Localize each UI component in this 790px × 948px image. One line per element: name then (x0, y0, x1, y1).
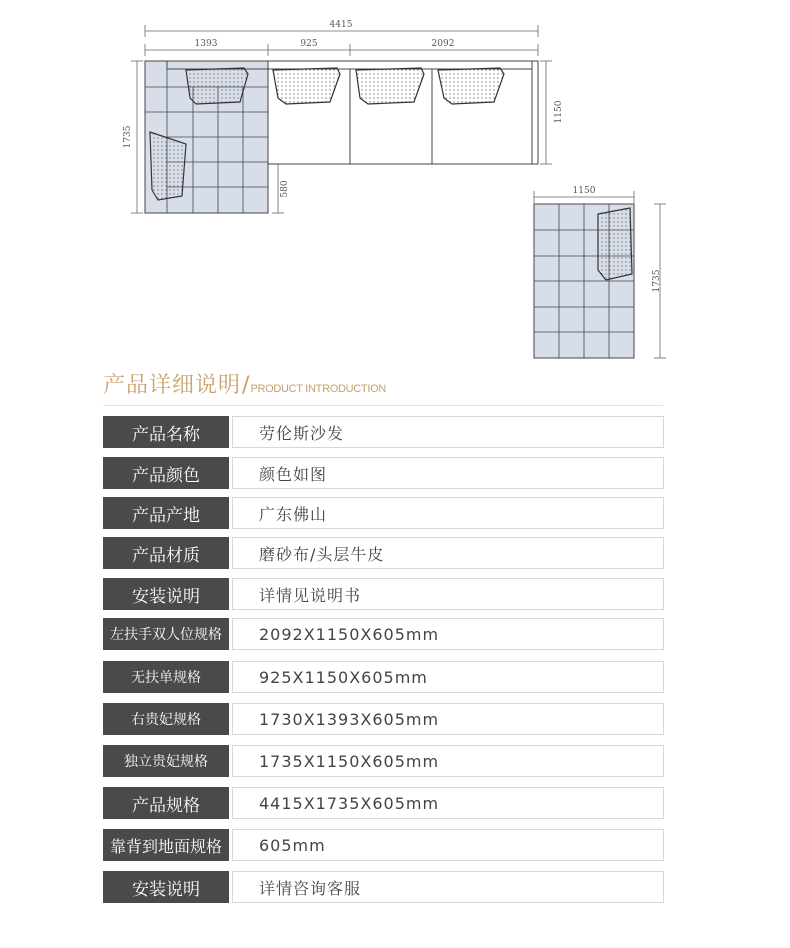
spec-label: 安装说明 (103, 578, 229, 610)
spec-row (103, 787, 663, 819)
spec-row (103, 416, 663, 448)
spec-row (103, 537, 663, 569)
spec-row (103, 618, 663, 650)
section-heading (103, 368, 386, 408)
spec-row (103, 703, 663, 735)
spec-value: 2092X1150X605mm (232, 618, 664, 650)
spec-label: 产品规格 (103, 787, 229, 819)
spec-row (103, 578, 663, 610)
spec-value: 颜色如图 (232, 457, 664, 489)
spec-value: 详情见说明书 (232, 578, 664, 610)
dim-step: 580 (280, 180, 290, 198)
spec-label: 右贵妃规格 (103, 703, 229, 735)
spec-label: 产品名称 (103, 416, 229, 448)
dim-seat-depth: 1150 (554, 100, 564, 124)
dim-left-depth: 1735 (123, 125, 133, 149)
dim-total-width: 4415 (329, 20, 353, 30)
dim-right-section: 2092 (431, 39, 455, 49)
spec-value: 605mm (232, 829, 664, 861)
spec-label: 产品产地 (103, 497, 229, 529)
section-title-separator: / (242, 373, 250, 398)
spec-label: 安装说明 (103, 871, 229, 903)
spec-value: 1730X1393X605mm (232, 703, 664, 735)
spec-label: 产品颜色 (103, 457, 229, 489)
spec-label: 独立贵妃规格 (103, 745, 229, 777)
spec-value: 详情咨询客服 (232, 871, 664, 903)
spec-value: 磨砂布/头层牛皮 (232, 537, 664, 569)
spec-row (103, 497, 663, 529)
spec-row (103, 745, 663, 777)
spec-row (103, 871, 663, 903)
spec-row (103, 457, 663, 489)
spec-label: 产品材质 (103, 537, 229, 569)
spec-value: 广东佛山 (232, 497, 664, 529)
spec-label: 无扶单规格 (103, 661, 229, 693)
dim-left-section: 1393 (194, 39, 218, 49)
spec-row (103, 829, 663, 861)
dim-middle-section: 925 (300, 39, 318, 49)
heading-divider (103, 405, 663, 406)
spec-row (103, 661, 663, 693)
spec-value: 4415X1735X605mm (232, 787, 664, 819)
spec-label: 左扶手双人位规格 (103, 618, 229, 650)
spec-value: 925X1150X605mm (232, 661, 664, 693)
dim-ottoman-width: 1150 (572, 186, 596, 196)
spec-value: 1735X1150X605mm (232, 745, 664, 777)
spec-label: 靠背到地面规格 (103, 829, 229, 861)
sofa-layout-diagram (0, 0, 790, 370)
dim-ottoman-length: 1735 (652, 269, 662, 293)
section-title-cn: 产品详细说明 (103, 373, 242, 398)
spec-value: 劳伦斯沙发 (232, 416, 664, 448)
section-title-en: PRODUCT INTRODUCTION (250, 383, 387, 395)
